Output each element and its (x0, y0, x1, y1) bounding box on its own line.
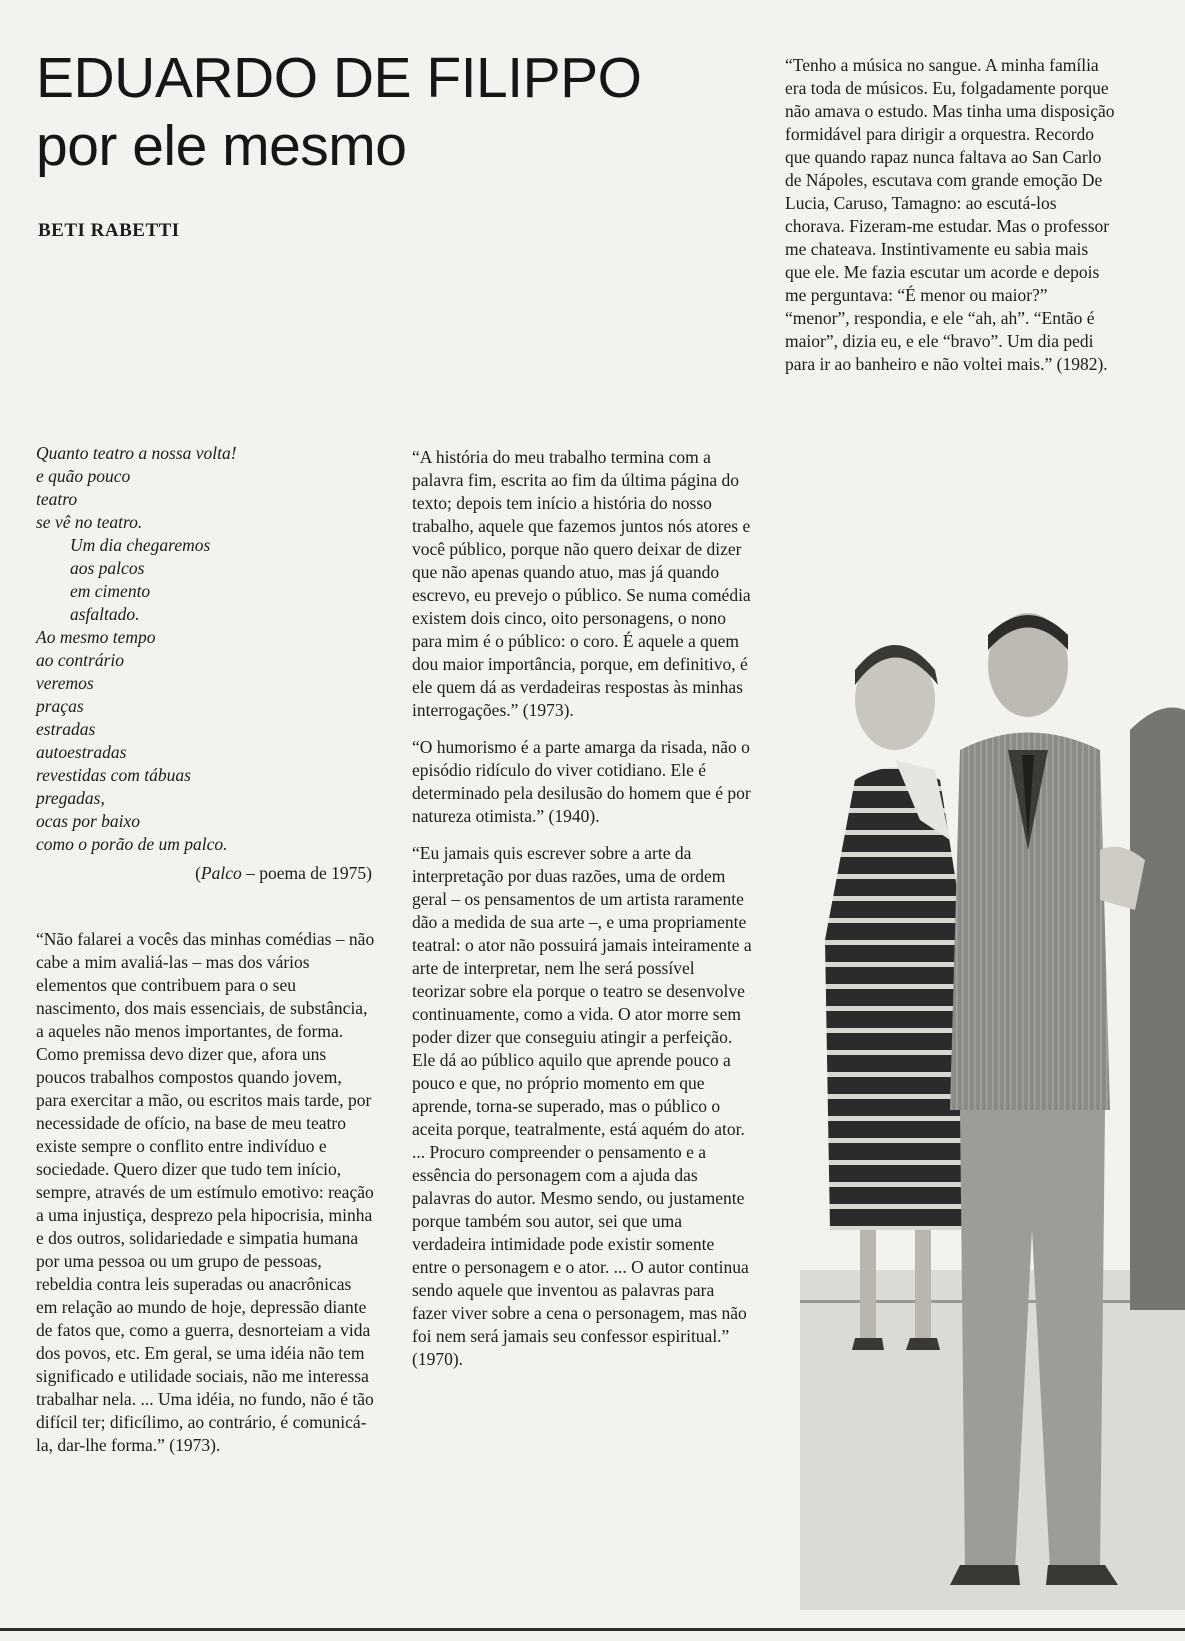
poem-line: asfaltado. (70, 604, 140, 624)
poem-line: veremos (36, 673, 94, 693)
poem-line: pregadas, (36, 788, 105, 808)
poem-line: Um dia chegaremos (70, 535, 211, 555)
poem-line: Quanto teatro a nossa volta! (36, 443, 237, 463)
column-1 (36, 928, 376, 1471)
quote-paragraph: “Eu jamais quis escrever sobre a arte da interpretação por duas razões, uma de ordem geral – os pensamentos de um artista raramente dão a medida de sua arte –, e uma propriamente teatral: o ator não possuirá jamais inteiramente a arte de interpretar, nem lhe será possível teorizar sobre ela porque o teatro se desenvolve continuamente, como a vida. O ator morre sem poder dizer que conseguiu atingir a perfeição. Ele dá ao público aquilo que aprende pouco a pouco e que, no próprio momento em que aprende, torna-se superado, mas o público o aceita porque, teatralmente, está aquém do ator. ... Procuro compreender o pensamento e a essência do personagem com a ajuda das palavras do autor. Mesmo sendo, ou justamente porque também sou autor, sei que uma verdadeira intimidade pode existir somente entre o personagem e o ator. ... O autor continua sendo aquele que inventou as palavras para fazer viver sobre a cena o personagem, mas não foi nem será jamais seu confessor espiritual.” (1970). (412, 843, 752, 1369)
column-2 (412, 446, 752, 1385)
poem-line: e quão pouco (36, 466, 131, 486)
poem-line: revestidas com tábuas (36, 765, 191, 785)
cast-photo (800, 610, 1185, 1610)
poem-line: ao contrário (36, 650, 124, 670)
poem-line: praças (36, 696, 84, 716)
quote-paragraph: “A história do meu trabalho termina com a palavra fim, escrita ao fim da última página do texto; depois tem início a história do nosso trabalho, aquele que fazemos juntos nós atores e você público, porque não quero deixar de dizer que não apenas quando atuo, mas já quando escrevo, eu prevejo o público. Se numa comédia existem dois cinco, oito personagens, o nono para mim é o público: o coro. É aquele a quem dou maior importância, porque, em definitivo, é ele quem dá as verdadeiras respostas às minhas interrogações.” (1973). (412, 447, 751, 720)
title-line-1: EDUARDO DE FILIPPO (36, 46, 642, 110)
poem-line: estradas (36, 719, 96, 739)
poem-line: autoestradas (36, 742, 127, 762)
poem-line: ocas por baixo (36, 811, 141, 831)
poem-line: Ao mesmo tempo (36, 627, 156, 647)
bottom-rule (0, 1628, 1185, 1631)
poem-line: como o porão de um palco. (36, 834, 228, 854)
poem-source: (Palco – poema de 1975) (195, 863, 372, 883)
cast-photo-illustration (800, 610, 1185, 1610)
quote-paragraph: “O humorismo é a parte amarga da risada, não o episódio ridículo do viver cotidiano. Ele é determinado pela desilusão do homem que é por natureza otimista.” (1940). (412, 737, 751, 826)
column-3 (785, 54, 1115, 390)
poem-line: em cimento (70, 581, 151, 601)
poem (36, 442, 376, 885)
quote-paragraph: “Tenho a música no sangue. A minha família era toda de músicos. Eu, folgadamente porque não amava o estudo. Mas tinha uma disposição formidável para dirigir a orquestra. Recordo que quando rapaz nunca faltava ao San Carlo de Nápoles, escutava com grande emoção De Lucia, Caruso, Tamagno: ao escutá-los chorava. Fizeram-me estudar. Mas o professor me chateava. Instintivamente eu sabia mais que ele. Me fazia escutar um acorde e depois me perguntava: “É menor ou maior?” “menor”, respondia, e ele “ah, ah”. “Então é maior”, dizia eu, e ele “bravo”. Um dia pedi para ir ao banheiro e não voltei mais.” (1982). (785, 55, 1115, 374)
poem-source-date: – poema de 1975) (241, 863, 372, 883)
title-line-2: por ele mesmo (36, 114, 407, 178)
article-title (36, 44, 756, 180)
author-byline: BETI RABETTI (38, 220, 180, 241)
poem-line: se vê no teatro. (36, 512, 143, 532)
poem-source-title: Palco (200, 863, 242, 883)
quote-paragraph: “Não falarei a vocês das minhas comédias – não cabe a mim avaliá-las – mas dos vários elementos que contribuem para o seu nascimento, dos mais essenciais, de substância, a aqueles não menos importantes, de forma. Como premissa devo dizer que, afora uns poucos trabalhos compostos quando jovem, para exercitar a mão, ou escritos mais tarde, por necessidade de ofício, na base de meu teatro existe sempre o conflito entre indivíduo e sociedade. Quero dizer que tudo tem início, sempre, através de um estímulo emotivo: reação a uma injustiça, desprezo pela hipocrisia, minha e dos outros, solidariedade e simpatia humana por uma pessoa ou um grupo de pessoas, rebeldia contra leis superadas ou anacrônicas em relação ao mundo de hoje, depressão diante de fatos que, como a guerra, desnorteiam a vida dos povos, etc. Em geral, se uma idéia não tem significado e utilidade sociais, não me interessa trabalhar nela. ... Uma idéia, no fundo, não é tão difícil ter; dificílimo, ao contrário, é comunicá-la, dar-lhe forma.” (1973). (36, 929, 375, 1455)
poem-line: aos palcos (70, 558, 145, 578)
poem-line: teatro (36, 489, 78, 509)
